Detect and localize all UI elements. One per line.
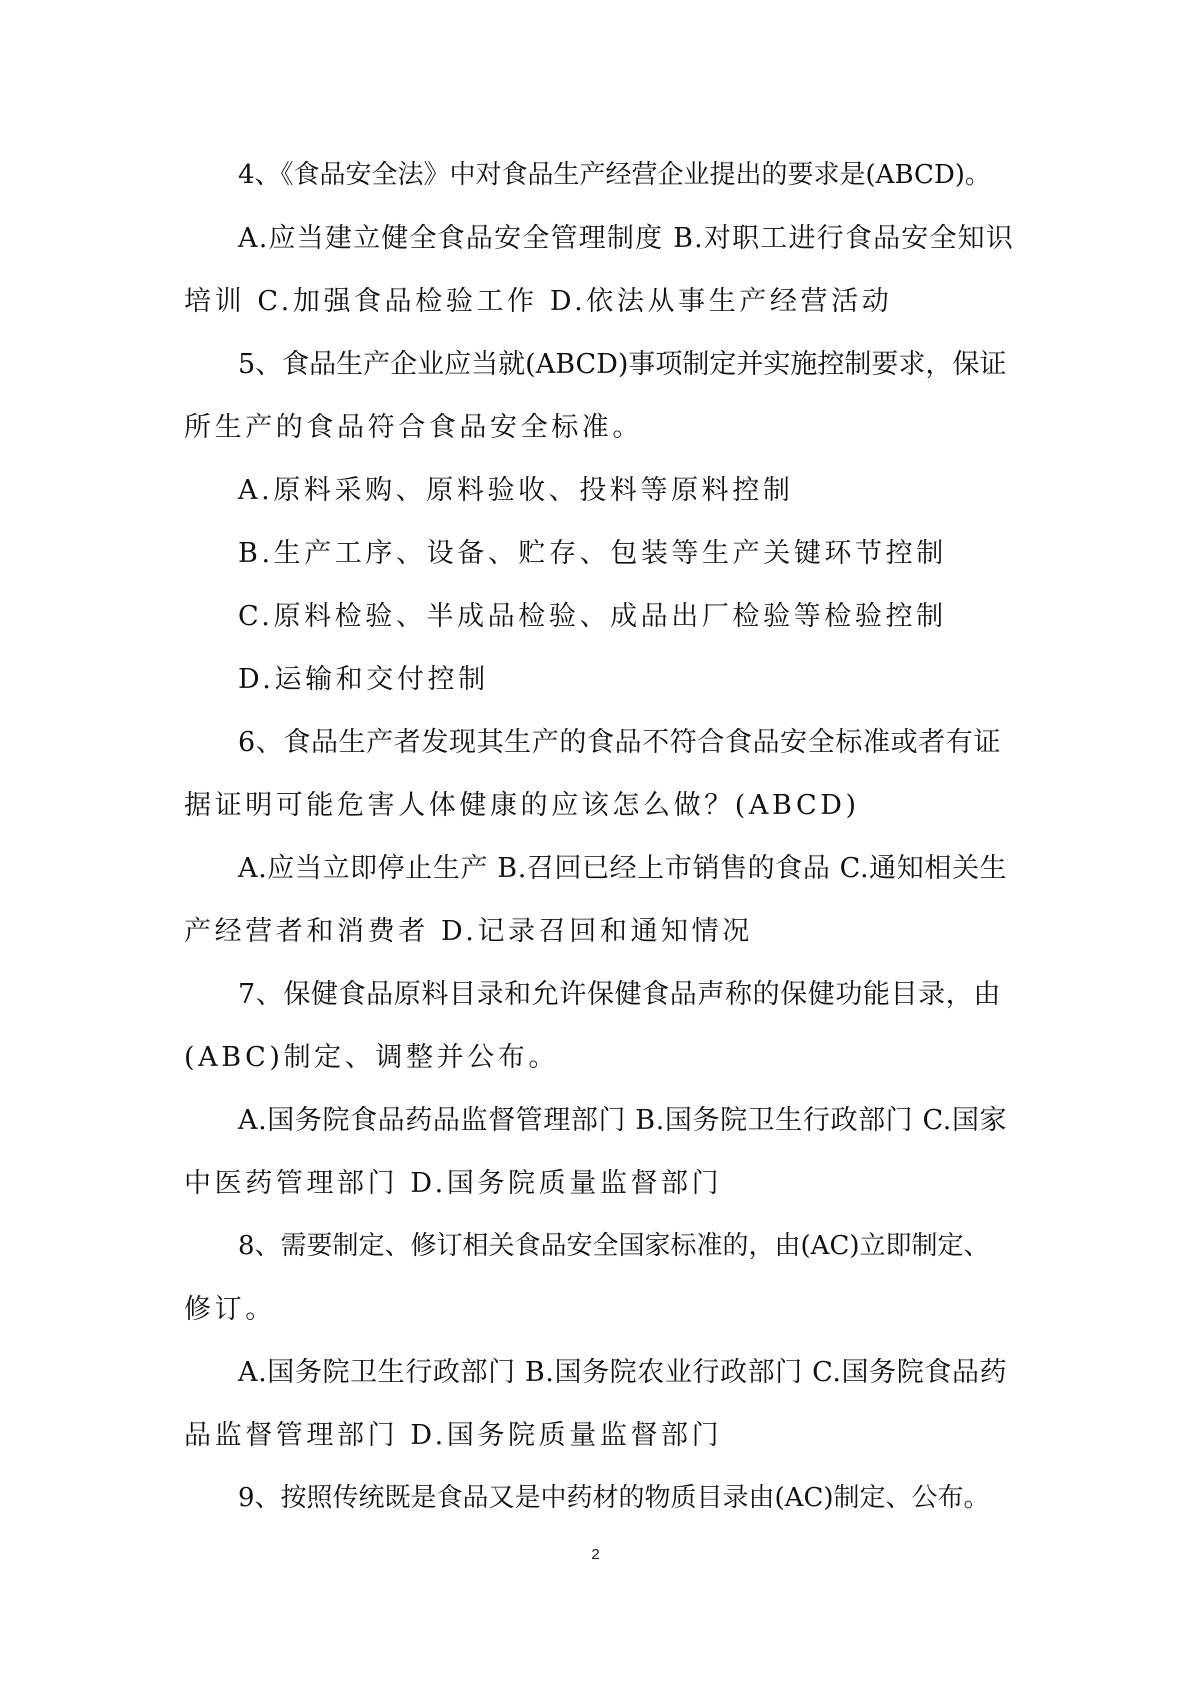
question-4-options-line-2: 培训 C.加强食品检验工作 D.依法从事生产经营活动 [184,286,893,317]
question-5-option-c: C.原料检验、半成品检验、成品出厂检验等检验控制 [238,601,947,632]
question-9: 9、按照传统既是食品又是中药材的物质目录由(AC)制定、公布。 [238,1483,990,1513]
question-4-options-line-1: A.应当建立健全食品安全管理制度 B.对职工进行食品安全知识 [238,223,1015,254]
document-body [184,144,1014,1530]
question-8-options-line-2: 品监督管理部门 D.国务院质量监督部门 [184,1420,723,1451]
page-number: 2 [591,1546,600,1563]
question-5-option-b: B.生产工序、设备、贮存、包装等生产关键环节控制 [238,538,947,569]
question-4: 4、《食品安全法》中对食品生产经营企业提出的要求是(ABCD)。 [238,160,991,190]
question-8-options-line-1: A.国务院卫生行政部门 B.国务院农业行政部门 C.国务院食品药 [238,1357,1008,1388]
question-6-line-1: 6、食品生产者发现其生产的食品不符合食品安全标准或者有证 [238,727,1001,758]
question-7-options-line-1: A.国务院食品药品监督管理部门 B.国务院卫生行政部门 C.国家 [238,1105,1008,1136]
question-6-options-line-2: 产经营者和消费者 D.记录召回和通知情况 [184,916,753,947]
question-6-options-line-1: A.应当立即停止生产 B.召回已经上市销售的食品 C.通知相关生 [238,853,1008,884]
question-5-line-1: 5、食品生产企业应当就(ABCD)事项制定并实施控制要求，保证 [238,349,1007,380]
question-5-option-d: D.运输和交付控制 [238,664,489,695]
question-8-line-2: 修订。 [184,1294,276,1325]
question-6-line-2: 据证明可能危害人体健康的应该怎么做？(ABCD) [184,790,860,821]
question-5-option-a: A.原料采购、原料验收、投料等原料控制 [238,475,794,506]
question-5-line-2: 所生产的食品符合食品安全标准。 [184,412,643,443]
question-7-options-line-2: 中医药管理部门 D.国务院质量监督部门 [184,1168,723,1199]
question-8-line-1: 8、需要制定、修订相关食品安全国家标准的，由(AC)立即制定、 [238,1231,990,1261]
question-7-line-2: (ABC)制定、调整并公布。 [184,1042,559,1073]
question-7-line-1: 7、保健食品原料目录和允许保健食品声称的保健功能目录，由 [238,979,1001,1010]
